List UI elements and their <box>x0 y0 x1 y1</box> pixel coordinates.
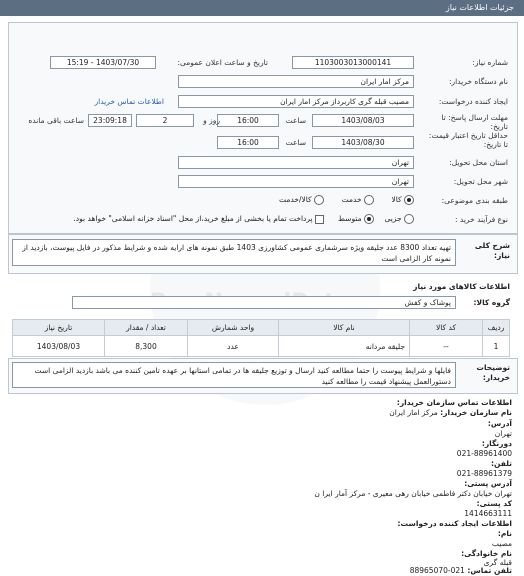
creator-field[interactable]: مصیب قبله گری کاربرداز مرکز امار ایران <box>178 95 414 108</box>
contact-address-value: تهران <box>494 429 512 438</box>
contact-tel-value: 021-88965070 <box>409 566 465 575</box>
col-unit: واحد شمارش <box>188 320 279 336</box>
validity-date-field[interactable]: 1403/08/30 <box>312 136 414 149</box>
province-label: استان محل تحویل: <box>449 158 508 167</box>
goods-table <box>12 319 510 357</box>
contact-last-label: نام خانوادگی: <box>461 549 512 558</box>
category-goods-option[interactable] <box>391 195 414 205</box>
contact-name-value: مرکز امار ایران <box>389 408 438 417</box>
goods-section-title: اطلاعات کالاهای مورد نیاز <box>413 282 510 291</box>
contact-fax-value: 021-88961400 <box>456 449 512 458</box>
buyer-field[interactable]: مرکز امار ایران <box>178 75 414 88</box>
payment-option[interactable] <box>73 214 324 224</box>
announce-field[interactable]: 1403/07/30 - 15:19 <box>50 56 156 69</box>
announce-label: تاریخ و ساعت اعلان عمومی: <box>177 58 268 67</box>
cell-name: جلیقه مردانه <box>279 336 410 357</box>
category-label: طبقه بندی موضوعی: <box>441 196 508 205</box>
contact-first-value: مصیب <box>491 539 512 548</box>
contact-zip-value: 1414663111 <box>464 509 512 518</box>
col-row: ردیف <box>483 320 510 336</box>
buyer-notes-label: توضیحات خریدار: <box>476 363 510 382</box>
contact-name-label: نام سازمان خریدار: <box>440 408 512 417</box>
contact-last-value: قبله گری <box>483 558 512 567</box>
col-date: تاریخ نیاز <box>13 320 105 336</box>
col-code: کد کالا <box>410 320 483 336</box>
contact-org-title: اطلاعات تماس سازمان خریدار: <box>396 398 512 407</box>
contact-phone-value: 021-88961379 <box>456 469 512 478</box>
radio-icon[interactable] <box>404 214 414 224</box>
cell-unit: عدد <box>188 336 279 357</box>
goods-group-field[interactable]: پوشاک و کفش <box>72 296 456 309</box>
process-partial-option[interactable] <box>384 214 414 224</box>
category-both-text: کالا/خدمت <box>278 195 312 204</box>
process-medium-text: متوسط <box>338 214 362 223</box>
need-number-field[interactable]: 1103003013000141 <box>292 56 414 69</box>
days-label: روز و <box>203 116 220 125</box>
cell-date: 1403/08/03 <box>13 336 105 357</box>
radio-icon[interactable] <box>364 214 374 224</box>
contact-fax-label: دورنگار: <box>481 439 512 448</box>
process-medium-option[interactable] <box>338 214 374 224</box>
deadline-label: مهلت ارسال پاسخ: تا تاریخ: <box>441 113 508 131</box>
validity-label: حداقل تاریخ اعتبار قیمت: تا تاریخ: <box>428 131 508 149</box>
col-name: نام کالا <box>279 320 410 336</box>
contact-creator-title: اطلاعات ایجاد کننده درخواست: <box>397 519 512 528</box>
validity-time-label: ساعت <box>285 138 306 147</box>
remaining-time-field[interactable]: 23:09:18 <box>88 114 132 127</box>
radio-icon[interactable] <box>404 195 414 205</box>
contact-first-label: نام: <box>497 529 512 538</box>
cell-row: 1 <box>483 336 510 357</box>
cell-qty: 8,300 <box>105 336 188 357</box>
goods-table-header <box>13 320 510 336</box>
buyer-label: نام دستگاه خریدار: <box>448 77 508 86</box>
col-qty: تعداد / مقدار <box>105 320 188 336</box>
deadline-time-label: ساعت <box>285 116 306 125</box>
summary-text: تهیه تعداد 8300 عدد جلیقه ویژه سرشماری عمومی کشاورزی 1403 طبق نمونه های ارایه شده و شرایط مذکور در فایل پیوست، بازدید از نمونه کار الزامی است <box>12 239 456 266</box>
remaining-label: ساعت باقی مانده <box>28 116 84 125</box>
contact-name-row <box>389 408 512 417</box>
radio-icon[interactable] <box>364 195 374 205</box>
category-both-option[interactable] <box>279 195 324 205</box>
creator-label: ایجاد کننده درخواست: <box>438 97 508 106</box>
goods-group-label: گروه کالا: <box>473 298 510 307</box>
category-service-option[interactable] <box>342 195 374 205</box>
contact-phone-label: تلفن: <box>490 459 512 468</box>
page-header <box>0 0 524 16</box>
contact-zip-label: کد پستی: <box>476 499 512 508</box>
payment-text: پرداخت تمام یا بخشی از مبلغ خرید،از محل "اسناد خزانه اسلامی" خواهد بود. <box>73 214 313 223</box>
category-goods-text: کالا <box>391 195 402 204</box>
deadline-date-field[interactable]: 1403/08/03 <box>312 114 414 127</box>
buyer-contact-link[interactable]: اطلاعات تماس خریدار <box>94 97 164 106</box>
contact-postal-label: آدرس پستی: <box>464 479 512 488</box>
contact-tel-row <box>410 566 512 575</box>
province-field[interactable]: تهران <box>178 156 414 169</box>
process-partial-text: جزیی <box>384 214 402 223</box>
checkbox-icon[interactable] <box>315 215 324 224</box>
validity-time-field[interactable]: 16:00 <box>217 136 279 149</box>
page-title: جزئیات اطلاعات نیاز <box>445 3 514 12</box>
category-service-text: خدمت <box>341 195 362 204</box>
city-field[interactable]: تهران <box>178 175 414 188</box>
process-label: نوع فرآیند خرید : <box>454 215 508 224</box>
radio-icon[interactable] <box>314 195 324 205</box>
cell-code: -- <box>410 336 483 357</box>
city-label: شهر محل تحویل: <box>453 177 508 186</box>
contact-tel-label: تلفن تماس: <box>467 566 512 575</box>
deadline-time-field[interactable]: 16:00 <box>217 114 279 127</box>
days-field[interactable]: 2 <box>136 114 194 127</box>
contact-address-label: آدرس: <box>487 419 512 428</box>
summary-label: شرح کلی نیاز: <box>474 241 510 260</box>
table-row[interactable] <box>13 336 510 357</box>
contact-postal-value: تهران خیابان دکتر فاطمی خیابان رهی معیری - مرکز آمار ایرا ن <box>314 489 512 498</box>
buyer-notes-text: فایلها و شرایط پیوست را حتما مطالعه کنید ارسال و توزیع جلیقه ها در تمامی استانها بر عهده تامین کننده می باشد بازدید الزامی است دستورالعمل پیشنهاد قیمت را مطالعه کنید <box>12 362 456 388</box>
need-number-label: شماره نیاز: <box>472 58 508 67</box>
